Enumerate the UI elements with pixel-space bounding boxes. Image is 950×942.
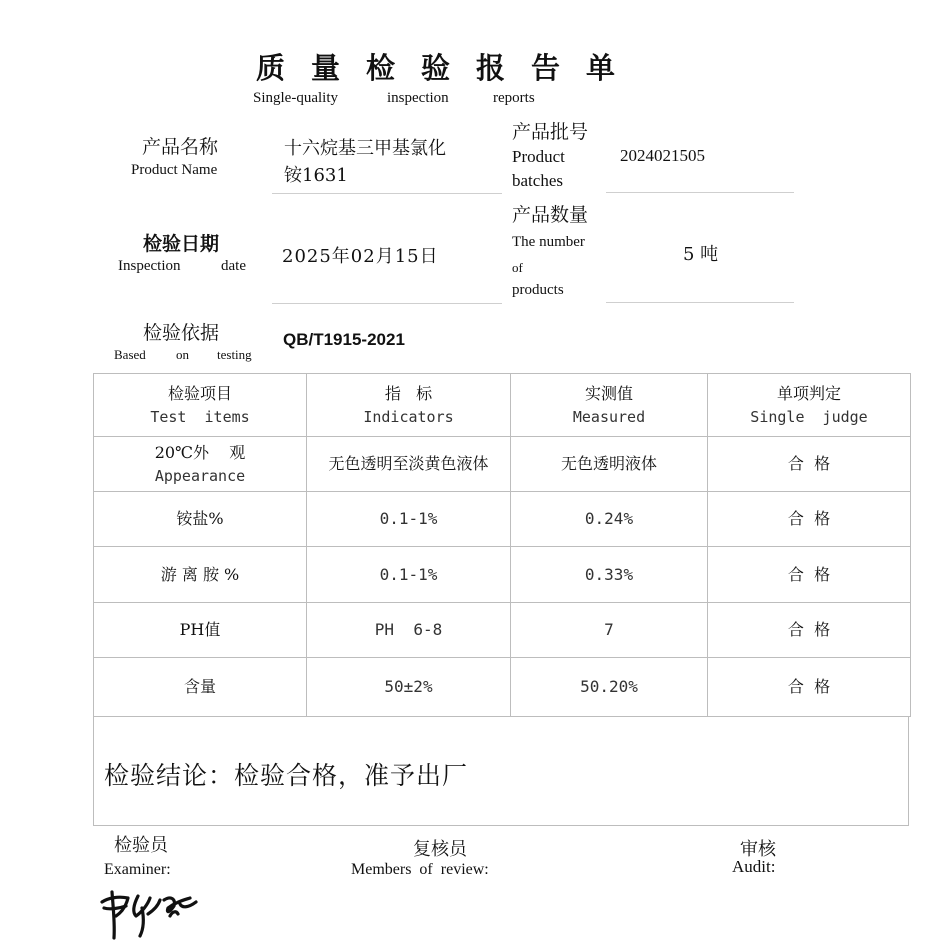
header-single-judge-en: Single judge xyxy=(750,407,868,426)
row-measured: 7 xyxy=(511,603,708,658)
conclusion-text: 检验结论：检验合格，准予出厂 xyxy=(104,761,469,790)
row-judge: 合 格 xyxy=(708,603,911,658)
row-item: 铵盐% xyxy=(94,492,307,547)
inspection-date-label: 检验日期 xyxy=(143,233,220,255)
report-subtitle-part-3: reports xyxy=(493,90,535,106)
product-name-value-line1: 十六烷基三甲基氯化 xyxy=(284,138,446,159)
quantity-label-en-1: The number xyxy=(512,234,585,250)
inspection-date-label-en-2: date xyxy=(221,258,246,274)
header-indicators xyxy=(307,374,511,437)
row-item: 游 离 胺 % xyxy=(94,547,307,603)
basis-label: 检验依据 xyxy=(143,322,220,344)
row-item: PH值 xyxy=(94,603,307,658)
row-judge: 合 格 xyxy=(708,547,911,603)
product-name-label-en: Product Name xyxy=(131,162,218,178)
row-indicator: 无色透明至淡黄色液体 xyxy=(307,437,511,492)
batch-underline xyxy=(606,192,794,193)
table-row xyxy=(94,437,911,492)
basis-label-en-3: testing xyxy=(217,347,252,362)
basis-value: QB/T1915-2021 xyxy=(283,330,405,349)
row-indicator: PH 6-8 xyxy=(307,603,511,658)
quantity-label: 产品数量 xyxy=(512,204,589,226)
row-judge: 合 格 xyxy=(708,492,911,547)
report-subtitle-part-1: Single-quality xyxy=(253,90,338,106)
header-single-judge xyxy=(708,374,911,437)
row-measured: 0.24% xyxy=(511,492,708,547)
batch-label-en-2: batches xyxy=(512,171,563,190)
header-measured xyxy=(511,374,708,437)
report-subtitle-part-2: inspection xyxy=(387,90,449,106)
row-measured: 无色透明液体 xyxy=(511,437,708,492)
product-name-value-line2: 铵1631 xyxy=(284,165,348,186)
quantity-value: 5 吨 xyxy=(683,244,719,265)
header-test-items-en: Test items xyxy=(150,407,250,426)
row-item-zh: 20℃外 观 xyxy=(154,442,246,462)
header-test-items xyxy=(94,374,307,437)
audit-label: 审核 xyxy=(740,839,776,860)
quantity-underline xyxy=(606,302,794,303)
header-measured-en: Measured xyxy=(572,407,646,426)
row-indicator: 0.1-1% xyxy=(307,547,511,603)
table-header-row xyxy=(94,374,911,437)
row-judge: 合 格 xyxy=(708,437,911,492)
header-single-judge-zh: 单项判定 xyxy=(776,383,841,403)
row-indicator: 0.1-1% xyxy=(307,492,511,547)
batch-value: 2024021505 xyxy=(620,146,705,165)
row-item xyxy=(94,437,307,492)
product-name-label: 产品名称 xyxy=(142,136,219,158)
examiner-label: 检验员 xyxy=(114,835,168,856)
row-item: 含量 xyxy=(94,658,307,717)
row-measured: 50.20% xyxy=(511,658,708,717)
audit-label-en: Audit: xyxy=(732,857,776,876)
batch-label-en-1: Product xyxy=(512,147,565,166)
batch-label: 产品批号 xyxy=(512,121,589,143)
examiner-signature xyxy=(98,886,208,942)
review-label-en: Members of review: xyxy=(351,861,489,878)
review-label: 复核员 xyxy=(413,839,467,860)
quantity-label-en-2: of xyxy=(512,260,523,275)
table-row xyxy=(94,603,911,658)
inspection-date-value: 2025年02月15日 xyxy=(282,246,439,267)
header-indicators-en: Indicators xyxy=(363,407,454,426)
row-judge: 合 格 xyxy=(708,658,911,717)
inspection-date-underline xyxy=(272,303,502,304)
conclusion-box xyxy=(93,716,909,826)
basis-label-en-2: on xyxy=(176,347,189,362)
row-measured: 0.33% xyxy=(511,547,708,603)
table-row xyxy=(94,547,911,603)
table-row xyxy=(94,658,911,717)
product-name-underline xyxy=(272,193,502,194)
header-measured-zh: 实测值 xyxy=(584,383,633,403)
examiner-label-en: Examiner: xyxy=(104,861,171,878)
quantity-label-en-3: products xyxy=(512,282,564,298)
inspection-date-label-en-1: Inspection xyxy=(118,258,181,274)
table-row xyxy=(94,492,911,547)
header-indicators-zh: 指 标 xyxy=(384,383,433,403)
basis-label-en-1: Based xyxy=(114,347,146,362)
report-title: 质量检验报告单 xyxy=(256,51,642,85)
inspection-table xyxy=(93,373,911,717)
row-item-en: Appearance xyxy=(154,466,246,485)
row-indicator: 50±2% xyxy=(307,658,511,717)
header-test-items-zh: 检验项目 xyxy=(167,383,232,403)
